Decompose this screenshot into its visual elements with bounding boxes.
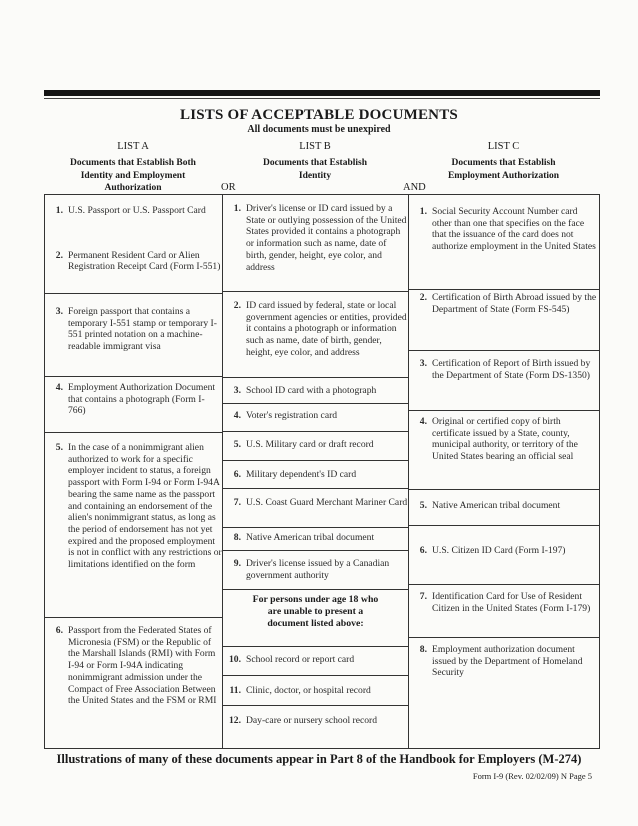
- list-c-description: Documents that Establish Employment Authorization: [447, 158, 560, 181]
- handbook-note: Illustrations of many of these documents appear in Part 8 of the Handbook for Employers (M-274): [56, 752, 582, 766]
- list-item: 5. U.S. Military card or draft record: [223, 431, 408, 460]
- under18-heading: For persons under age 18 who are unable to present a document listed above:: [223, 589, 408, 646]
- header-rule-thin: [44, 98, 600, 99]
- list-item: 6. U.S. Citizen ID Card (Form I-197): [409, 525, 599, 584]
- list-a-heading: LIST A: [117, 141, 149, 152]
- list-item: 3. Foreign passport that contains a temporary I-551 stamp or temporary I-551 printed notation on a machine-readable immigrant visa: [45, 293, 222, 376]
- list-b-heading: LIST B: [299, 141, 331, 152]
- list-item: 7. U.S. Coast Guard Merchant Mariner Card: [223, 488, 408, 527]
- list-a-description: Documents that Establish Both Identity and Employment Authorization: [70, 158, 196, 193]
- list-item: 4. Voter's registration card: [223, 403, 408, 431]
- list-item: 5. In the case of a nonimmigrant alien authorized to work for a specific employer incident to status, a foreign passport with Form I-94 or Form I-94A bearing the same name as the passport and containing an endorsement of the alien's nonimmigrant status, as long as the period of endorsement has not yet expired and the proposed employment is not in conflict with any restrictions or limitations identified on the form: [45, 432, 222, 617]
- list-c-heading: LIST C: [487, 141, 520, 152]
- page-title: LISTS OF ACCEPTABLE DOCUMENTS: [180, 107, 458, 123]
- list-b-column: [223, 195, 409, 749]
- form-id: Form I-9 (Rev. 02/02/09) N Page 5: [472, 771, 592, 781]
- list-item: 2. ID card issued by federal, state or local government agencies or entities, provided it contains a photograph or information such as name, date of birth, gender, height, eye color, and address: [223, 291, 408, 377]
- list-item: 3. Certification of Report of Birth issued by the Department of State (Form DS-1350): [409, 350, 599, 410]
- list-item: 5. Native American tribal document: [409, 489, 599, 525]
- list-item: 1. Social Security Account Number card other than one that specifies on the face that the issuance of the card does not authorize employment in the United States: [419, 206, 596, 253]
- list-a-column: [45, 195, 223, 749]
- page-subtitle: All documents must be unexpired: [247, 124, 391, 135]
- list-item: 10. School record or report card: [223, 646, 408, 675]
- list-item: 12. Day-care or nursery school record: [223, 705, 408, 727]
- list-c-column: [409, 195, 600, 749]
- or-label: OR: [221, 182, 236, 193]
- list-item: 1. Driver's license or ID card issued by a State or outlying possession of the United States provided it contains a photograph or information such as name, date of birth, gender, height, eye color, and address: [233, 203, 407, 273]
- and-label: AND: [403, 182, 426, 193]
- list-item: 4. Original or certified copy of birth certificate issued by a State, county, municipal authority, or territory of the United States bearing an official seal: [409, 410, 599, 489]
- list-item: 11. Clinic, doctor, or hospital record: [223, 675, 408, 705]
- list-item: 3. School ID card with a photograph: [223, 377, 408, 403]
- list-item: 2. Certification of Birth Abroad issued by the Department of State (Form FS-545): [409, 289, 599, 350]
- list-item: 4. Employment Authorization Document that contains a photograph (Form I-766): [45, 376, 222, 432]
- list-item: 9. Driver's license issued by a Canadian government authority: [223, 550, 408, 589]
- documents-table: [44, 194, 600, 749]
- header-rule: [44, 90, 600, 96]
- list-item: 6. Passport from the Federated States of Micronesia (FSM) or the Republic of the Marshall Islands (RMI) with Form I-94 or Form I-94A indicating nonimmigrant admission under the Compact of Free Association Between the United States and the FSM or RMI: [45, 617, 222, 707]
- list-item: 1. U.S. Passport or U.S. Passport Card 2. Permanent Resident Card or Alien Registration Receipt Card (Form I-551): [55, 205, 221, 273]
- list-item: 6. Military dependent's ID card: [223, 460, 408, 488]
- list-item: 8. Native American tribal document: [223, 527, 408, 550]
- list-b-description: Documents that Establish Identity: [263, 158, 367, 181]
- list-item: 8. Employment authorization document issued by the Department of Homeland Security: [409, 637, 599, 679]
- list-item: 7. Identification Card for Use of Resident Citizen in the United States (Form I-179): [409, 584, 599, 637]
